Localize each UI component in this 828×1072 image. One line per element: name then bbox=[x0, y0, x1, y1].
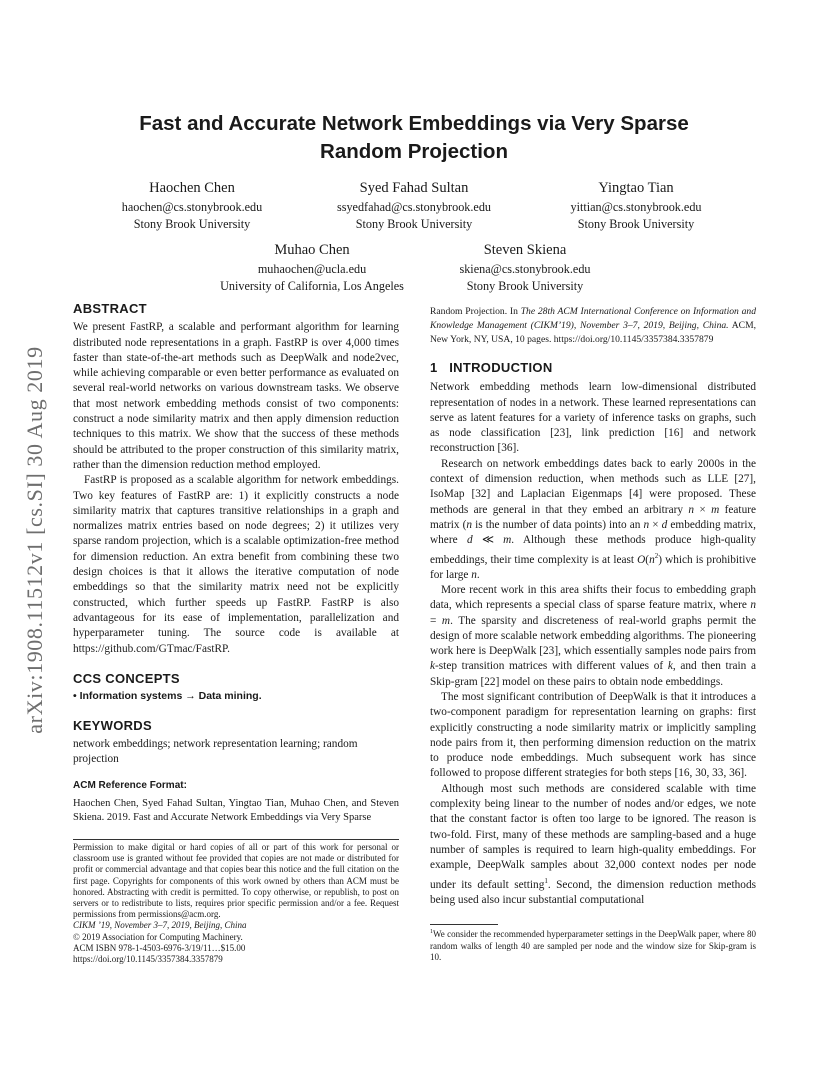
copyright-line: © 2019 Association for Computing Machinery. bbox=[73, 931, 243, 942]
isbn-line: ACM ISBN 978-1-4503-6976-3/19/11…$15.00 bbox=[73, 942, 246, 953]
acm-reference-continued: Random Projection. In The 28th ACM International Conference on Information and Knowledge Management (CIKM’19), November 3–7, 2019, Beijing, China. ACM, New York, NY, USA, 10 pages. https://doi.org/10.1145/3357384.3357879 bbox=[430, 306, 756, 345]
author-affiliation: University of California, Los Angeles bbox=[220, 279, 404, 293]
author-name: Haochen Chen bbox=[149, 180, 235, 196]
abstract-paragraph: We present FastRP, a scalable and performant algorithm for learning distributed node representations in a graph. FastRP is over 4,000 times faster than state-of-the-art methods such as DeepWalk and node2vec, while achieving comparable or even better performance as evaluated on several real-world networks on various downstream tasks. We observe that most network embedding methods consist of two components: construct a node similarity matrix and then apply dimension reduction techniques to this matrix. We show that the success of these methods should be attributed to the proper construction of this similarity matrix, rather than the dimension reduction method employed. bbox=[73, 321, 399, 471]
intro-paragraph: More recent work in this area shifts their focus to embedding graph data, which represents a special class of sparse feature matrix, where n = m. The sparsity and discreteness of real-world graphs permit the design of more scalable network embedding algorithms. The pioneering work here is DeepWalk [23], which essentially samples node pairs from k-step transition matrices with different values of k, and then train a Skip-gram [22] model on these pairs to obtain node embeddings. bbox=[430, 583, 756, 688]
author-affiliation: Stony Brook University bbox=[133, 217, 251, 231]
permission-rule bbox=[73, 839, 399, 840]
paper-title bbox=[60, 110, 768, 166]
author-block bbox=[82, 178, 302, 233]
intro-paragraph: The most significant contribution of DeepWalk is that it introduces a two-component paradigm for representation learning on graphs: first explicitly constructing a node similarity matrix or implicitly sampling node pairs from it, then performing dimension reduction on the matrix to produce node embeddings. Much subsequent work has since followed to propose different strategies for both steps [16, 30, 33, 36]. bbox=[430, 691, 756, 780]
author-block bbox=[526, 178, 746, 233]
intro-paragraph: Network embedding methods learn low-dimensional distributed representation of nodes in a network. These learned representations can serve as latent features for a variety of inference tasks on graphs, such as node classification [23], link prediction [16] and network reconstruction [36]. bbox=[430, 381, 756, 455]
title-line-1: Fast and Accurate Network Embeddings via Very Sparse bbox=[139, 112, 689, 135]
left-column bbox=[73, 301, 399, 826]
author-email[interactable]: yittian@cs.stonybrook.edu bbox=[570, 200, 702, 214]
author-email[interactable]: haochen@cs.stonybrook.edu bbox=[121, 200, 263, 214]
intro-paragraph: Although most such methods are considered scalable with time complexity being linear to the number of nodes and/or edges, we note that the constant factor is often too large to be ignored. The reason is two-fold. First, many of these methods are sampling-based and a huge number of samples is required to learn high-quality embeddings. For example, DeepWalk samples about 32,000 context nodes per node under its default setting$^1$. Second, the dimension reduction methods being used also incur substantial computational bbox=[430, 782, 756, 906]
ccs-heading: CCS CONCEPTS bbox=[73, 670, 180, 686]
footnote: $^1$We consider the recommended hyperparameter settings in the DeepWalk paper, where 80 random walks of length 40 are sampled per node and the window size for Skip-gram is 10. bbox=[430, 929, 756, 962]
author-name: Steven Skiena bbox=[483, 242, 567, 258]
right-column bbox=[430, 305, 756, 908]
author-name: Yingtao Tian bbox=[598, 180, 674, 196]
author-affiliation: Stony Brook University bbox=[355, 217, 473, 231]
intro-paragraph: Research on network embeddings dates back to early 2000s in the context of dimension reduction, when methods such as LLE [27], IsoMap [32] and Laplacian Eigenmaps [4] were proposed. These methods are general in that they embed an arbitrary n × m feature matrix (n is the number of data points) into an n × d embedding matrix, where d ≪ m. Although these methods produce high-quality embeddings, their time complexity is at least $O(n^2)$ which is prohibitive for large n. bbox=[430, 457, 756, 581]
author-affiliation: Stony Brook University bbox=[466, 279, 584, 293]
author-email[interactable]: muhaochen@ucla.edu bbox=[257, 262, 367, 276]
arxiv-sidebar bbox=[10, 290, 60, 790]
author-email[interactable]: ssyedfahad@cs.stonybrook.edu bbox=[336, 200, 492, 214]
author-name: Muhao Chen bbox=[274, 242, 350, 258]
author-affiliation: Stony Brook University bbox=[577, 217, 695, 231]
introduction-heading: 1 INTRODUCTION bbox=[430, 360, 553, 375]
abstract-heading: ABSTRACT bbox=[73, 301, 147, 316]
author-block bbox=[192, 240, 432, 295]
author-block bbox=[304, 178, 524, 233]
doi-link[interactable]: https://doi.org/10.1145/3357384.3357879 bbox=[73, 954, 223, 965]
footnote-text: We consider the recommended hyperparameter settings in the DeepWalk paper, where 80 random walks of length 40 are sampled per node and the window size for Skip-gram is 10. bbox=[430, 929, 756, 962]
acm-reference-text: Haochen Chen, Syed Fahad Sultan, Yingtao Tian, Muhao Chen, and Steven Skiena. 2019. Fast and Accurate Network Embeddings via Very Sparse bbox=[73, 797, 399, 824]
arxiv-identifier: arXiv:1908.11512v1 [cs.SI] 30 Aug 2019 bbox=[22, 346, 47, 734]
permission-text: Permission to make digital or hard copies of all or part of this work for personal or classroom use is granted without fee provided that copies are not made or distributed for profit or commercial advantage and that copies bear this notice and the full citation on the first page. Copyrights for components of this work owned by others than ACM must be honored. Abstracting with credit is permitted. To copy otherwise, or republish, to post on servers or to redistribute to lists, requires prior specific permission and/or a fee. Request permissions from permissions@acm.org. bbox=[73, 842, 399, 920]
author-name: Syed Fahad Sultan bbox=[359, 180, 469, 196]
abstract-paragraph: FastRP is proposed as a scalable algorithm for network embeddings. Two key features of FastRP are: 1) it explicitly constructs a node similarity matrix that captures transitive relationships in a graph and normalizes matrix entries based on node degrees; 2) it utilizes very sparse random projection, which is a scalable optimization-free method for dimension reduction. An extra benefit from combining these two design choices is that it allows the iterative computation of node embeddings so that the similarity matrix need not be explicitly constructed, which further speeds up FastRP. FastRP is also advantageous for its ease of implementation, parallelization and hyperparameter tuning. The source code is available at https://github.com/GTmac/FastRP. bbox=[73, 474, 399, 655]
ccs-item: • Information systems → Data mining. bbox=[73, 690, 262, 703]
keywords-heading: KEYWORDS bbox=[73, 718, 152, 734]
keywords-text: network embeddings; network representation learning; random projection bbox=[73, 737, 358, 766]
title-line-2: Random Projection bbox=[320, 140, 508, 163]
author-email[interactable]: skiena@cs.stonybrook.edu bbox=[459, 262, 591, 276]
author-block bbox=[415, 240, 635, 295]
footnote-rule bbox=[430, 924, 498, 925]
permission-block bbox=[73, 842, 399, 965]
conference-line: CIKM ’19, November 3–7, 2019, Beijing, China bbox=[73, 920, 247, 931]
acm-reference-heading: ACM Reference Format: bbox=[73, 780, 187, 792]
